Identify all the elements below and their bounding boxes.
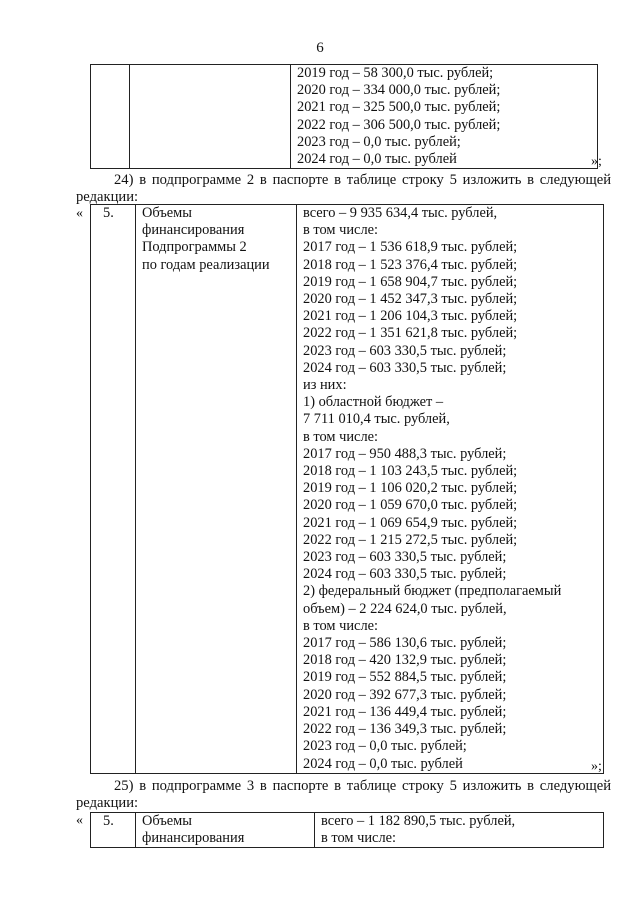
value-line: 2020 год – 392 677,3 тыс. рублей; [303, 686, 507, 703]
value-line: в том числе: [303, 222, 379, 239]
subprogram-3-funding-table [90, 812, 604, 848]
value-line: 2023 год – 0,0 тыс. рублей; [303, 738, 467, 755]
closing-quote: »; [591, 154, 602, 169]
value-line: 2019 год – 1 658 904,7 тыс. рублей; [303, 273, 518, 290]
value-line: 2020 год – 1 059 670,0 тыс. рублей; [303, 497, 518, 514]
value-line: 2024 год – 603 330,5 тыс. рублей; [303, 359, 507, 376]
value-line: 2024 год – 0,0 тыс. рублей [297, 151, 457, 168]
value-line: в том числе: [321, 830, 397, 847]
value-line: 2019 год – 58 300,0 тыс. рублей; [297, 65, 494, 81]
value-line: 2021 год – 1 069 654,9 тыс. рублей; [303, 514, 518, 531]
value-line: 2023 год – 0,0 тыс. рублей; [297, 133, 461, 150]
label-line: финансирования [142, 222, 245, 239]
paragraph-24: 24) в подпрограмме 2 в паспорте в таблице строку 5 изложить в следующей редакции: [76, 172, 611, 205]
value-line: 2018 год – 420 132,9 тыс. рублей; [303, 652, 507, 669]
value-line: 2024 год – 0,0 тыс. рублей [303, 755, 463, 772]
paragraph-25: 25) в подпрограмме 3 в паспорте в таблице строку 5 изложить в следующей редакции: [76, 778, 611, 811]
value-line: 2017 год – 950 488,3 тыс. рублей; [303, 445, 507, 462]
row-number-cell: 5. [91, 813, 136, 848]
value-line: 2022 год – 1 351 621,8 тыс. рублей; [303, 325, 518, 342]
value-line: 2018 год – 1 523 376,4 тыс. рублей; [303, 256, 518, 273]
value-line: всего – 9 935 634,4 тыс. рублей, [303, 205, 498, 221]
closing-quote: »; [591, 759, 602, 774]
row-label-cell [130, 65, 291, 169]
row-number-cell: 5. [91, 205, 136, 774]
value-line: 2023 год – 603 330,5 тыс. рублей; [303, 549, 507, 566]
value-line: объем) – 2 224 624,0 тыс. рублей, [303, 600, 507, 617]
row-number-cell [91, 65, 130, 169]
table-row [91, 813, 604, 848]
label-line: Объемы [142, 205, 192, 221]
value-line: 2017 год – 586 130,6 тыс. рублей; [303, 635, 507, 652]
row-label-cell [136, 813, 315, 848]
table-row [91, 65, 598, 169]
value-line: 2024 год – 603 330,5 тыс. рублей; [303, 566, 507, 583]
value-line: 2021 год – 1 206 104,3 тыс. рублей; [303, 308, 518, 325]
row-value-cell [297, 205, 604, 774]
value-line: 2) федеральный бюджет (предполагаемый [303, 583, 562, 600]
opening-quote: « [76, 206, 83, 221]
page-number: 6 [316, 40, 324, 56]
table-row [91, 205, 604, 774]
value-line: 2018 год – 1 103 243,5 тыс. рублей; [303, 463, 518, 480]
value-line: 2020 год – 1 452 347,3 тыс. рублей; [303, 291, 518, 308]
funding-table-continued [90, 64, 598, 169]
value-line: 2022 год – 1 215 272,5 тыс. рублей; [303, 531, 518, 548]
label-line: финансирования [142, 830, 245, 847]
value-line: всего – 1 182 890,5 тыс. рублей, [321, 813, 516, 829]
row-label-cell [136, 205, 297, 774]
value-line: 2021 год – 325 500,0 тыс. рублей; [297, 99, 501, 116]
value-line: 2019 год – 1 106 020,2 тыс. рублей; [303, 480, 518, 497]
value-line: в том числе: [303, 428, 379, 445]
value-line: 2019 год – 552 884,5 тыс. рублей; [303, 669, 507, 686]
value-line: 7 711 010,4 тыс. рублей, [303, 411, 450, 428]
label-line: Объемы [142, 813, 192, 829]
label-line: Подпрограммы 2 [142, 239, 247, 256]
label-line: по годам реализации [142, 256, 270, 273]
value-line: 2020 год – 334 000,0 тыс. рублей; [297, 82, 501, 99]
value-line: 2022 год – 306 500,0 тыс. рублей; [297, 116, 501, 133]
value-line: 2017 год – 1 536 618,9 тыс. рублей; [303, 239, 518, 256]
row-value-cell [291, 65, 598, 169]
opening-quote: « [76, 813, 83, 828]
value-line: 2023 год – 603 330,5 тыс. рублей; [303, 342, 507, 359]
subprogram-2-funding-table [90, 204, 604, 774]
row-value-cell [315, 813, 604, 848]
value-line: 2022 год – 136 349,3 тыс. рублей; [303, 721, 507, 738]
value-line: 2021 год – 136 449,4 тыс. рублей; [303, 703, 507, 720]
value-line: из них: [303, 377, 347, 394]
value-line: в том числе: [303, 617, 379, 634]
value-line: 1) областной бюджет – [303, 394, 444, 411]
